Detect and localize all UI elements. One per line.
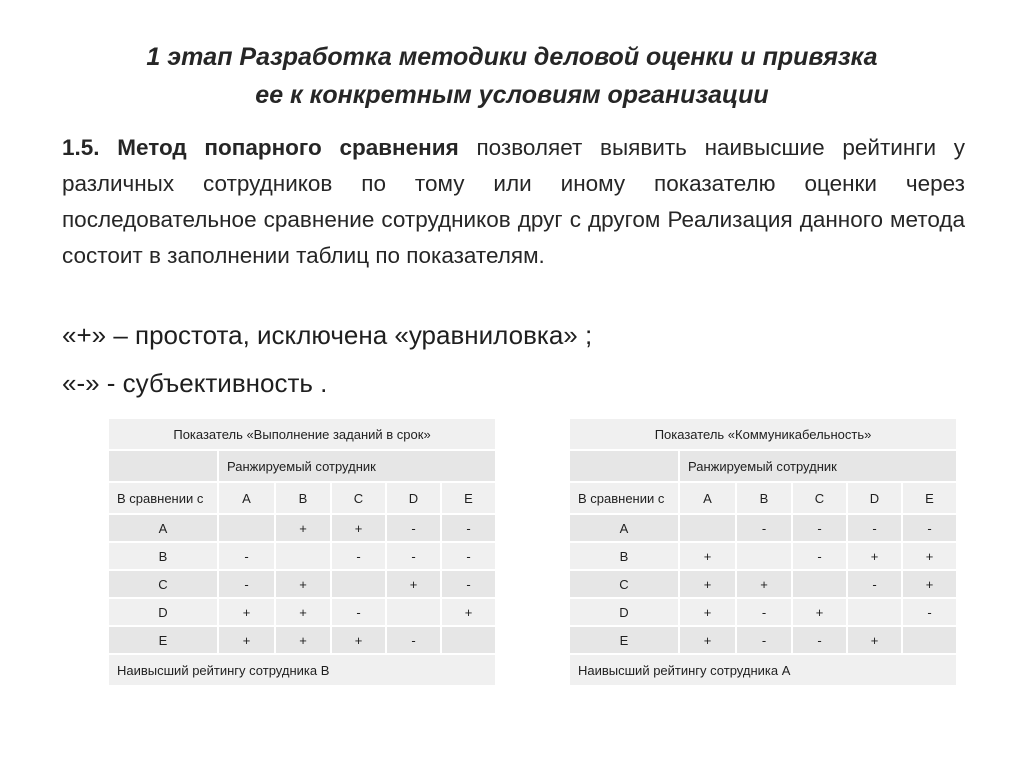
table-corner-cell [108,450,218,482]
table-cell: + [792,598,847,626]
table-row [108,626,496,654]
row-label: A [108,514,218,542]
table-cell: - [792,626,847,654]
column-header: E [902,482,957,514]
table-result: Наивысший рейтингу сотрудника А [569,654,957,686]
table-cell: - [847,570,902,598]
row-label: B [108,542,218,570]
table-cell: - [736,514,792,542]
method-number: 1.5. [62,135,100,160]
table-cell: - [218,542,275,570]
table-cell: + [275,514,331,542]
advantage-line: «+» – простота, исключена «уравниловка» ; [62,320,593,350]
table-row [569,514,957,542]
table-indicator: Показатель «Коммуникабельность» [569,418,957,450]
row-label: D [569,598,679,626]
table-cell [679,514,736,542]
table-cell [441,626,496,654]
table-cell: + [275,598,331,626]
table-cell: + [902,542,957,570]
table-cell: - [441,514,496,542]
slide-title [40,38,984,114]
title-line-2: ее к конкретным условиям организации [255,81,769,109]
table-row [569,626,957,654]
table-cell: + [386,570,441,598]
table-row [108,570,496,598]
table-row [108,598,496,626]
table-cell: + [736,570,792,598]
table-cell: + [679,598,736,626]
row-label: E [108,626,218,654]
table-compare-label: В сравнении с [569,482,679,514]
table-cell: - [736,598,792,626]
table-cell: - [331,542,386,570]
column-header: B [736,482,792,514]
title-line-1: 1 этап Разработка методики деловой оценки и привязка [146,43,878,71]
table-ranked-label: Ранжируемый сотрудник [218,450,496,482]
table-cell: + [331,514,386,542]
table-cell: + [218,626,275,654]
table-cell: - [386,626,441,654]
row-label: E [569,626,679,654]
table-row [108,514,496,542]
column-header: D [847,482,902,514]
column-header: E [441,482,496,514]
column-header: C [792,482,847,514]
table-cell [386,598,441,626]
column-header: D [386,482,441,514]
method-text: позволяет выявить наивысшие рейтинги у различных сотрудников по тому или иному показателю оценки через последовательное сравнение сотрудников друг с другом Реализация данного метода состоит в заполнении таблиц по показателям. [62,135,965,268]
method-description [62,130,965,274]
row-label: C [108,570,218,598]
column-header: A [218,482,275,514]
table-cell: + [441,598,496,626]
table-cell: - [386,514,441,542]
table-cell: - [441,542,496,570]
row-label: A [569,514,679,542]
comparison-table-communication [568,417,958,687]
table-cell: - [792,542,847,570]
table-compare-label: В сравнении с [108,482,218,514]
table-cell [218,514,275,542]
table-cell: + [331,626,386,654]
column-header: A [679,482,736,514]
table-corner-cell [569,450,679,482]
table-row [569,542,957,570]
table-cell [847,598,902,626]
table-cell: + [218,598,275,626]
table-cell [792,570,847,598]
row-label: B [569,542,679,570]
table-cell [902,626,957,654]
comparison-table-deadlines [107,417,497,687]
table-cell: - [386,542,441,570]
table-cell: - [331,598,386,626]
column-header: B [275,482,331,514]
row-label: C [569,570,679,598]
row-label: D [108,598,218,626]
table-result: Наивысший рейтингу сотрудника В [108,654,496,686]
table-cell: + [275,626,331,654]
table-cell [331,570,386,598]
table-cell: - [902,598,957,626]
table-ranked-label: Ранжируемый сотрудник [679,450,957,482]
table-cell: + [679,542,736,570]
table-cell: + [679,626,736,654]
disadvantage-line: «-» - субъективность . [62,368,328,398]
table-cell: + [847,542,902,570]
table-cell: - [792,514,847,542]
table-cell: + [275,570,331,598]
table-cell: + [847,626,902,654]
table-cell [736,542,792,570]
table-cell: + [679,570,736,598]
table-cell: + [902,570,957,598]
column-header: C [331,482,386,514]
method-name: Метод попарного сравнения [117,135,459,160]
table-cell: - [218,570,275,598]
table-row [569,598,957,626]
table-cell [275,542,331,570]
table-indicator: Показатель «Выполнение заданий в срок» [108,418,496,450]
table-cell: - [847,514,902,542]
table-cell: - [902,514,957,542]
table-cell: - [736,626,792,654]
table-row [108,542,496,570]
table-cell: - [441,570,496,598]
table-row [569,570,957,598]
